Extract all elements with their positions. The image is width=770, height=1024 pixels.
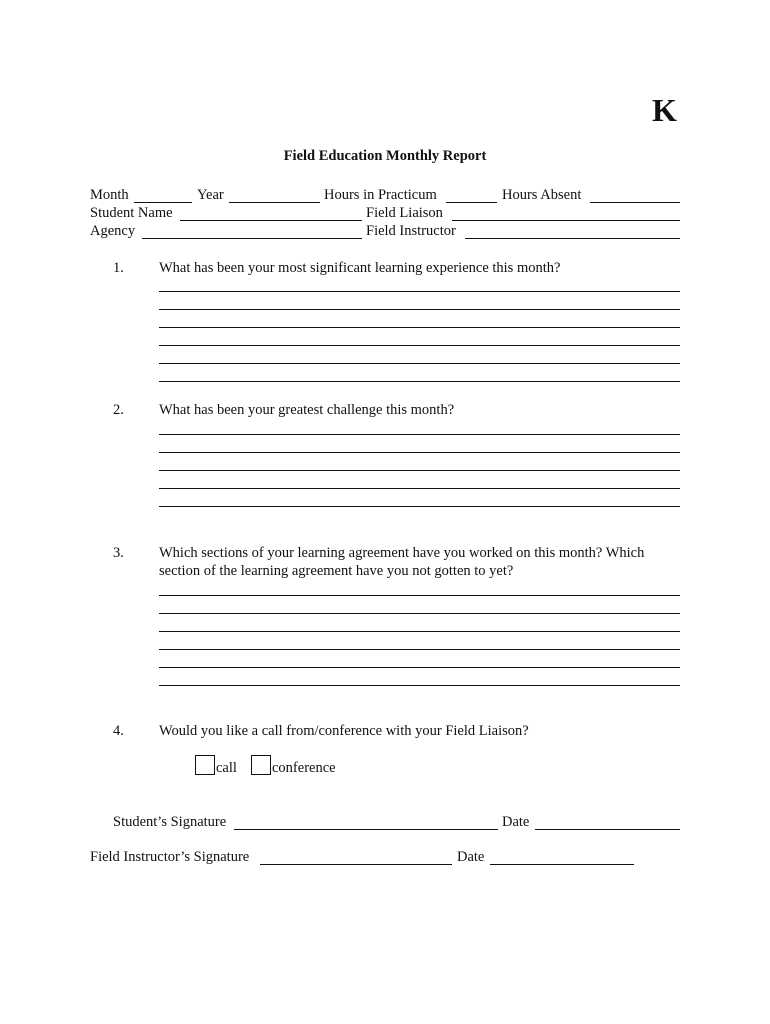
conference-label: conference	[272, 760, 336, 776]
student-signature-field[interactable]	[234, 829, 498, 830]
agency-label: Agency	[90, 223, 136, 239]
answer-line[interactable]	[159, 631, 680, 632]
answer-line[interactable]	[159, 649, 680, 650]
student-date-field[interactable]	[535, 829, 680, 830]
hours-in-practicum-field[interactable]	[446, 202, 497, 203]
question-text: What has been your most significant learning experience this month?	[159, 260, 561, 276]
answer-line[interactable]	[159, 327, 680, 328]
field-instructor-label: Field Instructor	[366, 223, 456, 239]
hours-in-practicum-label: Hours in Practicum	[324, 187, 437, 203]
question-number: 3.	[113, 545, 124, 561]
student-date-label: Date	[502, 814, 530, 830]
answer-line[interactable]	[159, 452, 680, 453]
field-liaison-label: Field Liaison	[366, 205, 443, 221]
agency-field[interactable]	[142, 238, 362, 239]
student-name-label: Student Name	[90, 205, 173, 221]
hours-absent-field[interactable]	[590, 202, 680, 203]
field-instructor-date-label: Date	[457, 849, 485, 865]
question-number: 1.	[113, 260, 124, 276]
answer-line[interactable]	[159, 470, 680, 471]
call-label: call	[216, 760, 237, 776]
year-label: Year	[197, 187, 224, 203]
student-signature-label: Student’s Signature	[113, 814, 227, 830]
answer-line[interactable]	[159, 506, 680, 507]
answer-line[interactable]	[159, 667, 680, 668]
answer-line[interactable]	[159, 613, 680, 614]
month-label: Month	[90, 187, 129, 203]
field-instructor-date-field[interactable]	[490, 864, 634, 865]
field-instructor-signature-field[interactable]	[260, 864, 452, 865]
corner-letter: K	[652, 92, 677, 128]
answer-line[interactable]	[159, 291, 680, 292]
question-text: Would you like a call from/conference with your Field Liaison?	[159, 723, 529, 739]
year-field[interactable]	[229, 202, 320, 203]
month-field[interactable]	[134, 202, 192, 203]
answer-line[interactable]	[159, 434, 680, 435]
answer-line[interactable]	[159, 685, 680, 686]
answer-line[interactable]	[159, 381, 680, 382]
question-number: 2.	[113, 402, 124, 418]
conference-checkbox[interactable]	[251, 755, 271, 775]
hours-absent-label: Hours Absent	[502, 187, 582, 203]
answer-line[interactable]	[159, 488, 680, 489]
question-text-continued: section of the learning agreement have you not gotten to yet?	[159, 563, 514, 579]
answer-line[interactable]	[159, 309, 680, 310]
page-title: Field Education Monthly Report	[283, 148, 487, 164]
question-number: 4.	[113, 723, 124, 739]
field-instructor-signature-label: Field Instructor’s Signature	[90, 849, 250, 865]
question-text: What has been your greatest challenge this month?	[159, 402, 455, 418]
field-liaison-field[interactable]	[452, 220, 680, 221]
field-instructor-field[interactable]	[465, 238, 680, 239]
answer-line[interactable]	[159, 345, 680, 346]
answer-line[interactable]	[159, 595, 680, 596]
call-checkbox[interactable]	[195, 755, 215, 775]
question-text: Which sections of your learning agreement have you worked on this month? Which	[159, 545, 645, 561]
student-name-field[interactable]	[180, 220, 362, 221]
answer-line[interactable]	[159, 363, 680, 364]
